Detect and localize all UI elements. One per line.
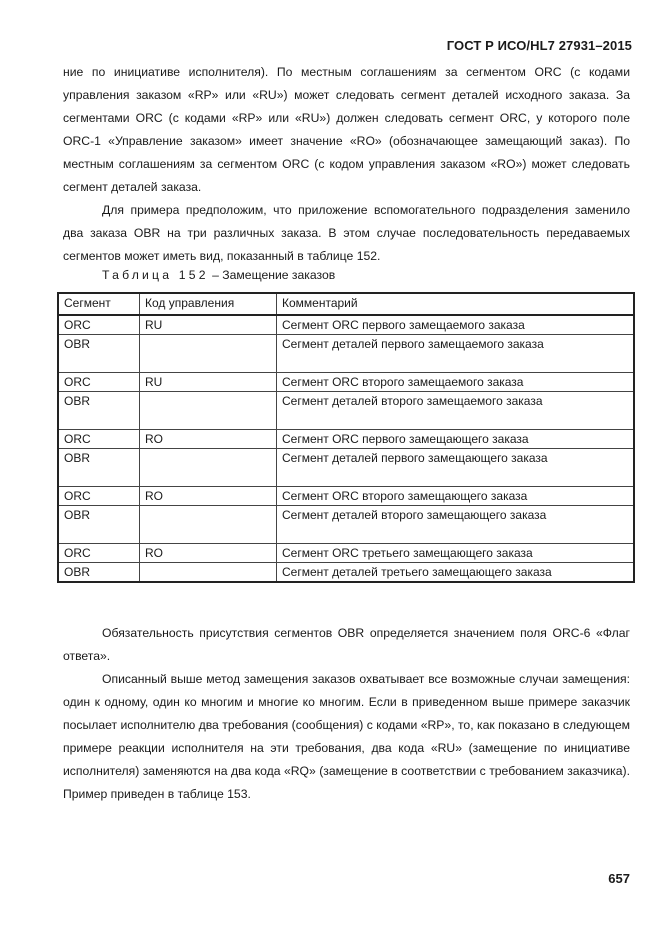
cell-control-code: RO: [140, 487, 277, 506]
table-caption: [102, 268, 335, 282]
cell-comment: Сегмент деталей третьего замещающего заказа: [277, 563, 635, 583]
cell-segment: ORC: [58, 487, 140, 506]
cell-segment: OBR: [58, 335, 140, 373]
paragraph-4: Описанный выше метод замещения заказов охватывает все возможные случаи замещения: один к одному, один ко многим и многие ко многим. Если в приведенном выше примере заказчик посылает исполнителю два требования (сообщения) с кодами «RP», то, как показано в следующем примере реакции исполнителя на эти требования, два кода «RU» (замещение по инициативе исполнителя) заменяются на два кода «RQ» (замещение в соответствии с требованием заказчика). Пример приведен в таблице 153.: [63, 672, 630, 801]
cell-comment: Сегмент деталей второго замещаемого заказа: [277, 392, 635, 430]
cell-control-code: RU: [140, 373, 277, 392]
cell-segment: OBR: [58, 449, 140, 487]
table-header-row: [58, 293, 634, 315]
cell-comment: Сегмент деталей первого замещающего заказа: [277, 449, 635, 487]
table-caption-label: Таблица 152: [102, 268, 209, 282]
page-number: 657: [608, 871, 630, 886]
cell-control-code: [140, 563, 277, 583]
column-header-comment: Комментарий: [277, 293, 635, 315]
cell-control-code: [140, 392, 277, 430]
cell-comment: Сегмент деталей второго замещающего заказа: [277, 506, 635, 544]
table-row: [58, 449, 634, 487]
column-header-control-code: Код управления: [140, 293, 277, 315]
cell-segment: OBR: [58, 506, 140, 544]
cell-control-code: RO: [140, 430, 277, 449]
table-row: [58, 487, 634, 506]
cell-comment: Сегмент деталей первого замещаемого заказа: [277, 335, 635, 373]
table-row: [58, 430, 634, 449]
cell-segment: OBR: [58, 563, 140, 583]
replacement-orders-table: [57, 292, 635, 583]
paragraph-3: Обязательность присутствия сегментов OBR определяется значением поля ORC-6 «Флаг ответа».: [63, 626, 630, 663]
cell-comment: Сегмент ORC второго замещаемого заказа: [277, 373, 635, 392]
cell-segment: ORC: [58, 430, 140, 449]
paragraph-2: Для примера предположим, что приложение вспомогательного подразделения заменило два заказа OBR на три различных заказа. В этом случае последовательность передаваемых сегментов может иметь вид, показанный в таблице 152.: [63, 203, 630, 263]
table-row: [58, 544, 634, 563]
cell-segment: ORC: [58, 373, 140, 392]
table-row: [58, 506, 634, 544]
table-caption-text: – Замещение заказов: [208, 268, 336, 282]
cell-control-code: [140, 506, 277, 544]
table-row: [58, 315, 634, 335]
cell-comment: Сегмент ORC первого замещающего заказа: [277, 430, 635, 449]
document-header: ГОСТ Р ИСО/HL7 27931–2015: [446, 38, 632, 53]
cell-control-code: RO: [140, 544, 277, 563]
cell-control-code: RU: [140, 315, 277, 335]
table-row: [58, 563, 634, 583]
cell-control-code: [140, 335, 277, 373]
table-row: [58, 335, 634, 373]
table-row: [58, 392, 634, 430]
cell-segment: ORC: [58, 315, 140, 335]
cell-segment: ORC: [58, 544, 140, 563]
cell-control-code: [140, 449, 277, 487]
cell-comment: Сегмент ORC третьего замещающего заказа: [277, 544, 635, 563]
cell-segment: OBR: [58, 392, 140, 430]
cell-comment: Сегмент ORC первого замещаемого заказа: [277, 315, 635, 335]
cell-comment: Сегмент ORC второго замещающего заказа: [277, 487, 635, 506]
column-header-segment: Сегмент: [58, 293, 140, 315]
table-row: [58, 373, 634, 392]
paragraph-1: ние по инициативе исполнителя). По местным соглашениям за сегментом ORC (с кодами управления заказом «RP» или «RU») может следовать сегмент деталей исходного заказа. За сегментами ORC (с кодами «RP» или «RU») должен следовать сегмент ORC, у которого поле ORC-1 «Управление заказом» имеет значение «RO» (обозначающее замещающий заказ). По местным соглашениям за сегментом ORC (с кодом управления заказом «RO») может следовать сегмент деталей заказа.: [63, 65, 630, 194]
